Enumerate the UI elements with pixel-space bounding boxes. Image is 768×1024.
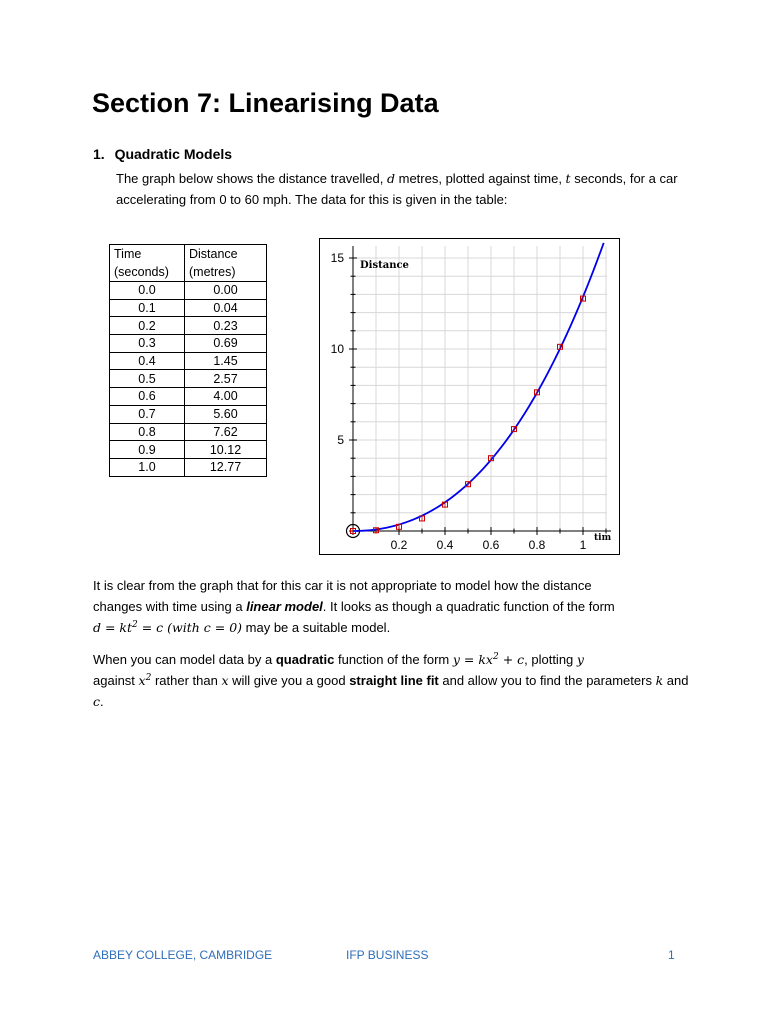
data-table bbox=[109, 244, 267, 477]
time-cell: 0.3 bbox=[110, 335, 185, 353]
p2-line-2a: changes with time using a bbox=[93, 599, 247, 614]
footer-college: ABBEY COLLEGE, CAMBRIDGE bbox=[93, 948, 273, 962]
footer-course: IFP BUSINESS bbox=[346, 948, 429, 962]
time-cell: 0.1 bbox=[110, 299, 185, 317]
x-tick-label: 0.4 bbox=[436, 538, 454, 552]
table-row bbox=[110, 405, 267, 423]
paragraph-linear-model bbox=[93, 575, 693, 638]
p3-quadratic: quadratic bbox=[275, 652, 335, 667]
table-row bbox=[110, 370, 267, 388]
p2-line-2c: . It looks as though a quadratic function of the form bbox=[322, 599, 615, 614]
time-cell: 0.5 bbox=[110, 370, 185, 388]
table-row bbox=[110, 317, 267, 335]
distance-cell: 0.00 bbox=[185, 282, 267, 300]
page-title: Section 7: Linearising Data bbox=[92, 88, 439, 118]
x-tick-label: 1 bbox=[579, 538, 587, 552]
y-tick-label: 15 bbox=[330, 251, 344, 265]
distance-cell: 0.23 bbox=[185, 317, 267, 335]
time-cell: 0.6 bbox=[110, 388, 185, 406]
time-cell: 0.4 bbox=[110, 352, 185, 370]
intro-text-2: metres, plotted against time, bbox=[395, 171, 566, 186]
distance-cell: 7.62 bbox=[185, 423, 267, 441]
time-cell: 0.2 bbox=[110, 317, 185, 335]
header-time: Time (seconds) bbox=[110, 245, 185, 282]
table-row bbox=[110, 423, 267, 441]
distance-cell: 12.77 bbox=[185, 458, 267, 476]
intro-paragraph bbox=[116, 168, 696, 210]
distance-cell: 0.69 bbox=[185, 335, 267, 353]
distance-cell: 5.60 bbox=[185, 405, 267, 423]
footer-page-number: 1 bbox=[668, 948, 675, 962]
x-tick-label: 0.8 bbox=[528, 538, 546, 552]
equation-d: $d = kt^2 = c$ (with c = 0) bbox=[93, 619, 243, 635]
x-tick-label: 0.2 bbox=[390, 538, 408, 552]
distance-cell: 1.45 bbox=[185, 352, 267, 370]
distance-cell: 4.00 bbox=[185, 388, 267, 406]
table-row bbox=[110, 458, 267, 476]
time-cell: 0.7 bbox=[110, 405, 185, 423]
table-row bbox=[110, 335, 267, 353]
chart-frame bbox=[320, 239, 620, 555]
section-title: Quadratic Models bbox=[114, 146, 233, 162]
table-row bbox=[110, 388, 267, 406]
p3-straight-line-fit: straight line fit bbox=[349, 673, 439, 688]
var-d: d bbox=[387, 171, 396, 186]
distance-time-chart bbox=[319, 238, 621, 556]
distance-cell: 10.12 bbox=[185, 441, 267, 459]
y-tick-label: 5 bbox=[337, 433, 344, 447]
table-row bbox=[110, 282, 267, 300]
x-axis-label: tim bbox=[594, 533, 612, 543]
header-distance: Distance (metres) bbox=[185, 245, 267, 282]
time-cell: 0.9 bbox=[110, 441, 185, 459]
time-cell: 0.0 bbox=[110, 282, 185, 300]
x-squared: $x^2$ bbox=[138, 672, 152, 688]
p2-line-3: may be a suitable model. bbox=[242, 620, 391, 635]
time-cell: 0.8 bbox=[110, 423, 185, 441]
table-row bbox=[110, 441, 267, 459]
y-tick-label: 10 bbox=[330, 342, 344, 356]
p2-linear-model: linear model bbox=[246, 599, 323, 614]
time-cell: 1.0 bbox=[110, 458, 185, 476]
table-row bbox=[110, 352, 267, 370]
var-t: t bbox=[565, 171, 571, 186]
distance-cell: 2.57 bbox=[185, 370, 267, 388]
paragraph-quadratic: When you can model data by a quadratic function of the form $y = kx^2 + c$, plotting y against $x^2$ rather than x will give you a good straight line fit and allow you to find the parameters k and c. bbox=[93, 651, 689, 709]
distance-cell: 0.04 bbox=[185, 299, 267, 317]
table-header-row bbox=[110, 245, 267, 282]
table-body bbox=[110, 282, 267, 477]
p2-line-1: It is clear from the graph that for this car it is not appropriate to model how the distance bbox=[93, 578, 592, 593]
y-axis-label: Distance bbox=[360, 260, 409, 271]
intro-text-3: seconds, for a car accelerating from 0 to 60 mph. The data for this is given in the table: bbox=[116, 171, 678, 207]
section-number: 1. bbox=[93, 146, 105, 162]
table-row bbox=[110, 299, 267, 317]
equation-y: $y = kx^2 + c$ bbox=[452, 651, 525, 667]
section-heading bbox=[93, 146, 232, 162]
x-tick-label: 0.6 bbox=[482, 538, 500, 552]
intro-text-1: The graph below shows the distance travelled, bbox=[116, 171, 387, 186]
